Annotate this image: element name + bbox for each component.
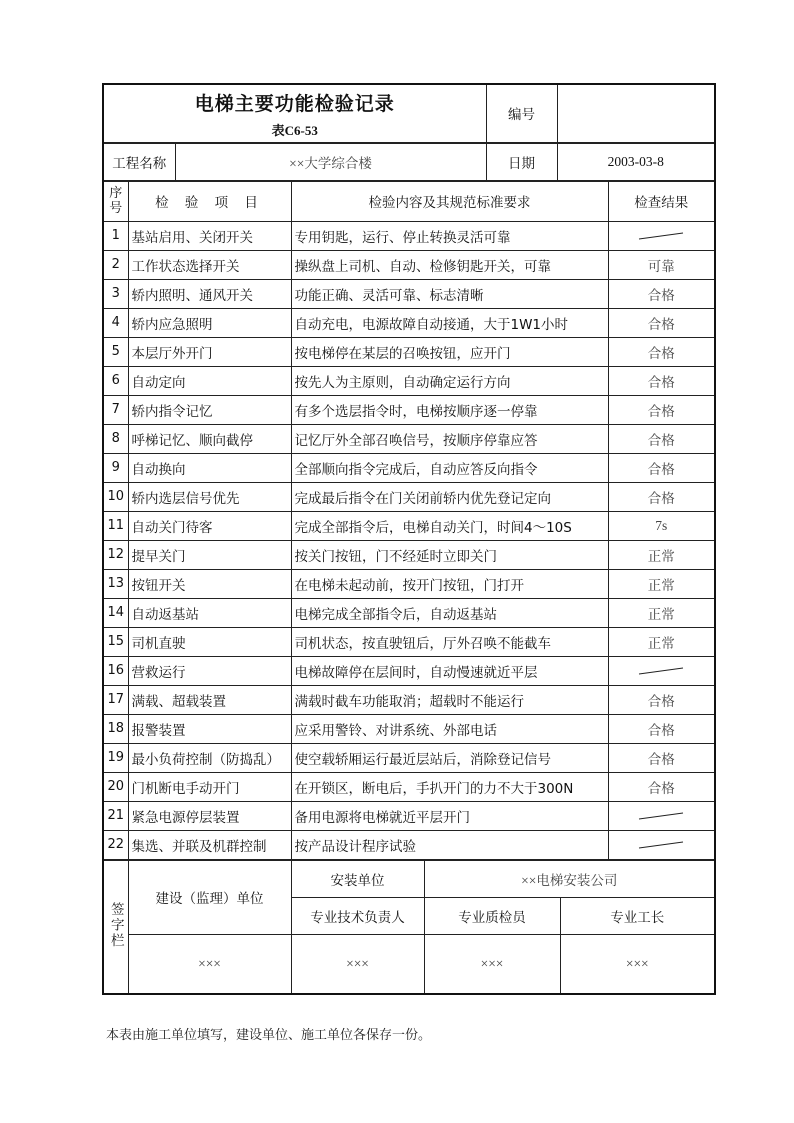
number-label: 编号 bbox=[486, 84, 557, 142]
row-standard: 满载时截车功能取消；超载时不能运行 bbox=[291, 685, 608, 714]
row-standard: 在开锁区，断电后，手扒开门的力不大于300N bbox=[291, 772, 608, 801]
row-standard: 完成全部指令后，电梯自动关门，时间4～10S bbox=[291, 511, 608, 540]
row-result: 合格 bbox=[608, 453, 715, 482]
row-standard: 全部顺向指令完成后，自动应答反向指令 bbox=[291, 453, 608, 482]
foreman-signature: ××× bbox=[560, 934, 715, 994]
title-cell bbox=[103, 84, 486, 142]
row-standard: 按先人为主原则，自动确定运行方向 bbox=[291, 366, 608, 395]
row-standard: 应采用警铃、对讲系统、外部电话 bbox=[291, 714, 608, 743]
row-item: 集选、并联及机群控制 bbox=[128, 830, 291, 859]
row-number: 13 bbox=[103, 569, 128, 598]
row-number: 14 bbox=[103, 598, 128, 627]
form-code: 表C6-53 bbox=[271, 123, 318, 139]
table-row bbox=[103, 714, 715, 743]
row-item: 司机直驶 bbox=[128, 627, 291, 656]
row-item: 自动换向 bbox=[128, 453, 291, 482]
row-standard: 按电梯停在某层的召唤按钮，应开门 bbox=[291, 337, 608, 366]
row-result-slash bbox=[608, 830, 715, 859]
standard-header: 检验内容及其规范标准要求 bbox=[291, 181, 608, 221]
form-title: 电梯主要功能检验记录 bbox=[194, 93, 395, 116]
row-standard: 功能正确、灵活可靠、标志清晰 bbox=[291, 279, 608, 308]
table-row bbox=[103, 221, 715, 250]
row-result: 合格 bbox=[608, 772, 715, 801]
row-item: 呼梯记忆、顺向截停 bbox=[128, 424, 291, 453]
seq-header: 序号 bbox=[103, 181, 128, 221]
row-result: 合格 bbox=[608, 366, 715, 395]
installer-value: ××电梯安装公司 bbox=[424, 860, 715, 897]
table-row bbox=[103, 540, 715, 569]
slash-mark-icon bbox=[638, 231, 684, 241]
table-row bbox=[103, 453, 715, 482]
signature-table bbox=[102, 860, 716, 996]
row-result-slash bbox=[608, 801, 715, 830]
row-item: 提早关门 bbox=[128, 540, 291, 569]
row-item: 轿内照明、通风开关 bbox=[128, 279, 291, 308]
row-result: 7s bbox=[608, 511, 715, 540]
row-number: 6 bbox=[103, 366, 128, 395]
owner-signature: ××× bbox=[128, 934, 291, 994]
table-row bbox=[103, 685, 715, 714]
table-row bbox=[103, 279, 715, 308]
row-standard: 备用电源将电梯就近平层开门 bbox=[291, 801, 608, 830]
row-standard: 按关门按钮，门不经延时立即关门 bbox=[291, 540, 608, 569]
row-item: 工作状态选择开关 bbox=[128, 250, 291, 279]
row-result: 合格 bbox=[608, 279, 715, 308]
table-row bbox=[103, 598, 715, 627]
row-result: 合格 bbox=[608, 395, 715, 424]
slash-mark-icon bbox=[638, 811, 684, 821]
row-item: 自动定向 bbox=[128, 366, 291, 395]
row-result-slash bbox=[608, 656, 715, 685]
row-result: 合格 bbox=[608, 714, 715, 743]
row-result: 合格 bbox=[608, 337, 715, 366]
table-row bbox=[103, 656, 715, 685]
inspection-form bbox=[102, 83, 714, 995]
tech-lead-signature: ××× bbox=[291, 934, 424, 994]
row-item: 轿内选层信号优先 bbox=[128, 482, 291, 511]
date-label: 日期 bbox=[486, 143, 557, 180]
row-item: 按钮开关 bbox=[128, 569, 291, 598]
row-result: 正常 bbox=[608, 569, 715, 598]
table-row bbox=[103, 801, 715, 830]
row-standard: 在电梯未起动前，按开门按钮，门打开 bbox=[291, 569, 608, 598]
table-row bbox=[103, 250, 715, 279]
items-table bbox=[102, 181, 716, 860]
installer-label: 安装单位 bbox=[291, 860, 424, 897]
row-result: 正常 bbox=[608, 540, 715, 569]
table-row bbox=[103, 627, 715, 656]
row-number: 17 bbox=[103, 685, 128, 714]
row-standard: 自动充电，电源故障自动接通，大于1W1小时 bbox=[291, 308, 608, 337]
row-number: 22 bbox=[103, 830, 128, 859]
date-value: 2003-03-8 bbox=[557, 143, 715, 180]
row-number: 15 bbox=[103, 627, 128, 656]
foreman-label: 专业工长 bbox=[560, 897, 715, 934]
slash-mark-icon bbox=[638, 840, 684, 850]
result-header: 检查结果 bbox=[608, 181, 715, 221]
row-number: 4 bbox=[103, 308, 128, 337]
qc-signature: ××× bbox=[424, 934, 560, 994]
row-item: 满载、超载装置 bbox=[128, 685, 291, 714]
table-row bbox=[103, 482, 715, 511]
row-item: 自动返基站 bbox=[128, 598, 291, 627]
row-result: 合格 bbox=[608, 743, 715, 772]
slash-mark-icon bbox=[638, 666, 684, 676]
table-row bbox=[103, 337, 715, 366]
row-standard: 电梯故障停在层间时，自动慢速就近平层 bbox=[291, 656, 608, 685]
row-number: 1 bbox=[103, 221, 128, 250]
qc-label: 专业质检员 bbox=[424, 897, 560, 934]
row-result: 正常 bbox=[608, 598, 715, 627]
owner-label: 建设（监理）单位 bbox=[128, 860, 291, 934]
row-standard: 司机状态，按直驶钮后，厅外召唤不能截车 bbox=[291, 627, 608, 656]
row-item: 基站启用、关闭开关 bbox=[128, 221, 291, 250]
row-number: 5 bbox=[103, 337, 128, 366]
row-result: 可靠 bbox=[608, 250, 715, 279]
table-row bbox=[103, 395, 715, 424]
form-header bbox=[102, 83, 716, 143]
table-row bbox=[103, 772, 715, 801]
row-item: 轿内应急照明 bbox=[128, 308, 291, 337]
row-standard: 完成最后指令在门关闭前轿内优先登记定向 bbox=[291, 482, 608, 511]
row-result: 正常 bbox=[608, 627, 715, 656]
table-row bbox=[103, 366, 715, 395]
row-result: 合格 bbox=[608, 308, 715, 337]
row-item: 紧急电源停层装置 bbox=[128, 801, 291, 830]
row-result: 合格 bbox=[608, 482, 715, 511]
row-standard: 操纵盘上司机、自动、检修钥匙开关，可靠 bbox=[291, 250, 608, 279]
row-number: 2 bbox=[103, 250, 128, 279]
row-number: 7 bbox=[103, 395, 128, 424]
row-number: 11 bbox=[103, 511, 128, 540]
row-item: 最小负荷控制（防捣乱） bbox=[128, 743, 291, 772]
row-standard: 记忆厅外全部召唤信号，按顺序停靠应答 bbox=[291, 424, 608, 453]
row-result-slash bbox=[608, 221, 715, 250]
row-number: 9 bbox=[103, 453, 128, 482]
footer-note: 本表由施工单位填写，建设单位、施工单位各保存一份。 bbox=[106, 1027, 432, 1042]
row-number: 19 bbox=[103, 743, 128, 772]
signature-section-label: 签字栏 bbox=[103, 860, 128, 994]
row-item: 营救运行 bbox=[128, 656, 291, 685]
row-standard: 使空载轿厢运行最近层站后，消除登记信号 bbox=[291, 743, 608, 772]
row-standard: 电梯完成全部指令后，自动返基站 bbox=[291, 598, 608, 627]
table-row bbox=[103, 569, 715, 598]
number-value bbox=[557, 84, 715, 142]
table-row bbox=[103, 308, 715, 337]
row-standard: 有多个选层指令时，电梯按顺序逐一停靠 bbox=[291, 395, 608, 424]
row-result: 合格 bbox=[608, 424, 715, 453]
row-standard: 专用钥匙，运行、停止转换灵活可靠 bbox=[291, 221, 608, 250]
row-number: 21 bbox=[103, 801, 128, 830]
row-number: 12 bbox=[103, 540, 128, 569]
project-label: 工程名称 bbox=[103, 143, 175, 180]
row-number: 18 bbox=[103, 714, 128, 743]
row-number: 8 bbox=[103, 424, 128, 453]
row-item: 轿内指令记忆 bbox=[128, 395, 291, 424]
item-header: 检 验 项 目 bbox=[128, 181, 291, 221]
project-value: ××大学综合楼 bbox=[175, 143, 486, 180]
row-number: 16 bbox=[103, 656, 128, 685]
row-item: 报警装置 bbox=[128, 714, 291, 743]
row-number: 20 bbox=[103, 772, 128, 801]
project-row bbox=[102, 143, 716, 181]
table-row bbox=[103, 511, 715, 540]
table-row bbox=[103, 743, 715, 772]
row-number: 10 bbox=[103, 482, 128, 511]
table-row bbox=[103, 830, 715, 859]
row-item: 自动关门待客 bbox=[128, 511, 291, 540]
row-item: 门机断电手动开门 bbox=[128, 772, 291, 801]
tech-lead-label: 专业技术负责人 bbox=[291, 897, 424, 934]
row-result: 合格 bbox=[608, 685, 715, 714]
row-number: 3 bbox=[103, 279, 128, 308]
row-item: 本层厅外开门 bbox=[128, 337, 291, 366]
table-row bbox=[103, 424, 715, 453]
row-standard: 按产品设计程序试验 bbox=[291, 830, 608, 859]
